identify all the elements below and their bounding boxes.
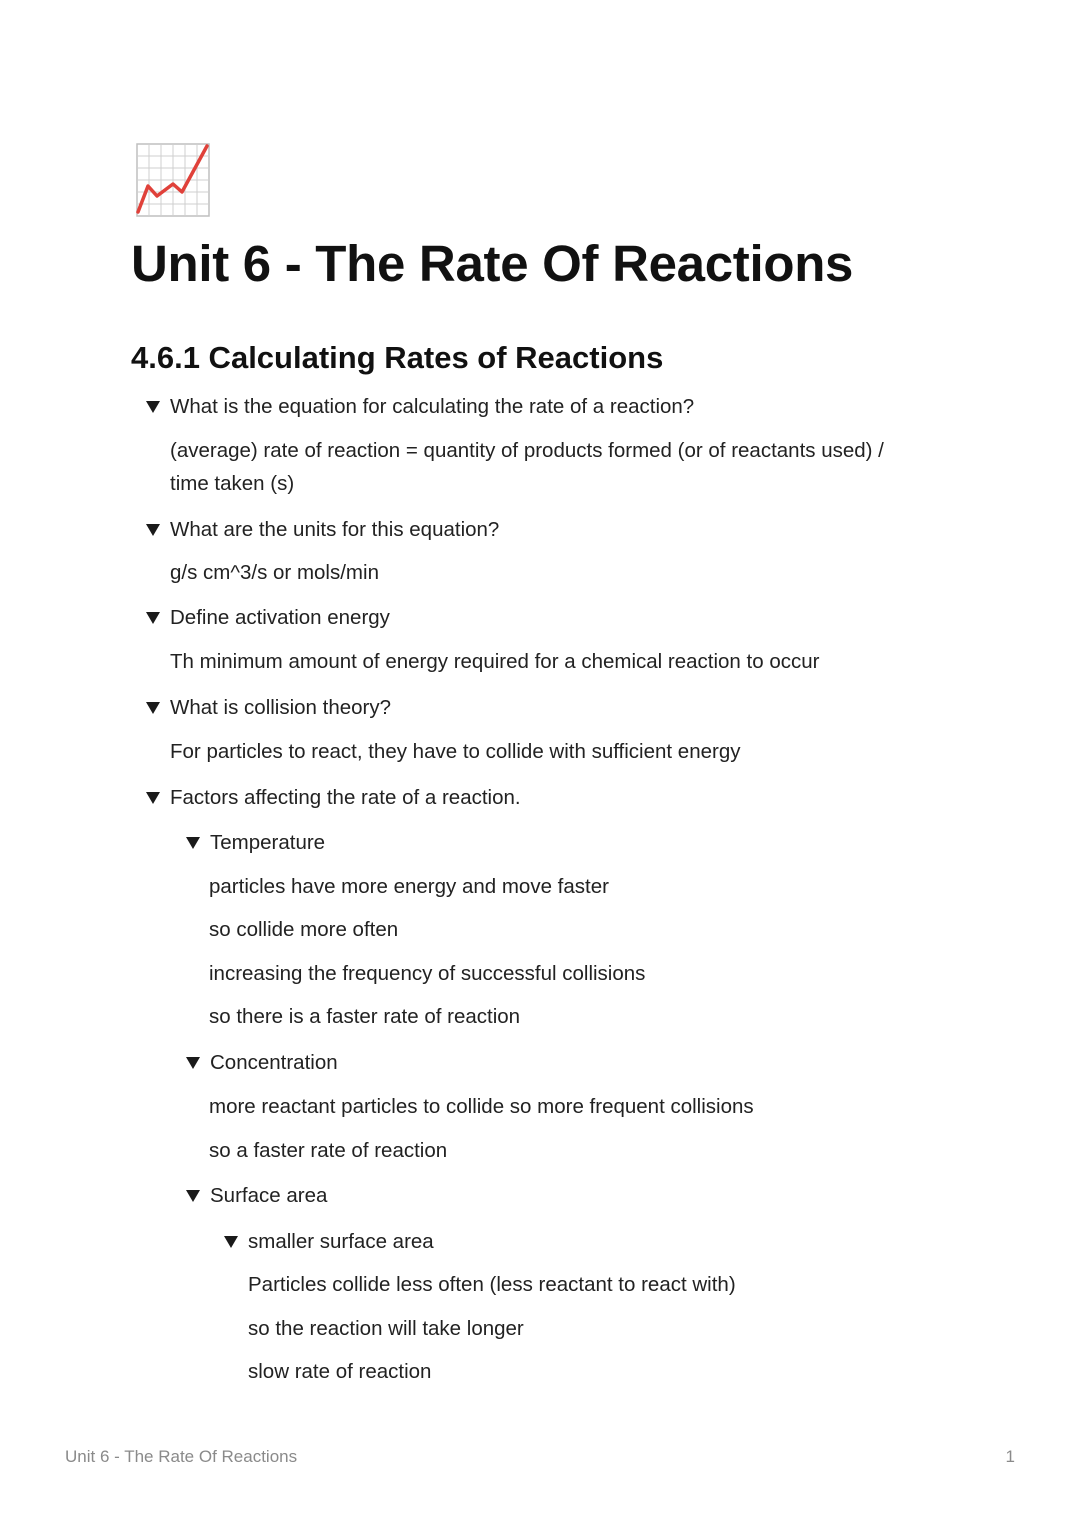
toggle-triangle-icon[interactable] bbox=[224, 1236, 238, 1248]
answer-text: so there is a faster rate of reaction bbox=[209, 1005, 521, 1028]
toggle-label: Temperature bbox=[210, 831, 326, 854]
answer-text: g/s cm^3/s or mols/min bbox=[170, 561, 379, 584]
answer-text: time taken (s) bbox=[170, 472, 295, 495]
answer-text: so the reaction will take longer bbox=[248, 1317, 524, 1340]
answer-text: more reactant particles to collide so more frequent collisions bbox=[209, 1095, 754, 1118]
toggle-label: What is the equation for calculating the rate of a reaction? bbox=[170, 395, 695, 418]
toggle-label: Concentration bbox=[210, 1051, 338, 1074]
toggle-label: Define activation energy bbox=[170, 606, 390, 629]
toggle-temperature[interactable] bbox=[186, 826, 325, 859]
section-heading: 4.6.1 Calculating Rates of Reactions bbox=[131, 340, 664, 375]
toggle-triangle-icon[interactable] bbox=[186, 837, 200, 849]
toggle-smaller-surface-area[interactable] bbox=[224, 1225, 434, 1258]
toggle-triangle-icon[interactable] bbox=[146, 612, 160, 624]
toggle-triangle-icon[interactable] bbox=[146, 702, 160, 714]
page-title: Unit 6 - The Rate Of Reactions bbox=[131, 235, 854, 292]
toggle-activation-energy[interactable] bbox=[146, 601, 390, 634]
toggle-triangle-icon[interactable] bbox=[186, 1057, 200, 1069]
toggle-units[interactable] bbox=[146, 513, 499, 546]
toggle-label: What are the units for this equation? bbox=[170, 518, 500, 541]
answer-text: For particles to react, they have to collide with sufficient energy bbox=[170, 740, 741, 763]
toggle-surface-area[interactable] bbox=[186, 1179, 327, 1212]
answer-text: increasing the frequency of successful collisions bbox=[209, 962, 646, 985]
answer-text: so collide more often bbox=[209, 918, 399, 941]
toggle-label: Factors affecting the rate of a reaction. bbox=[170, 786, 521, 809]
page-number: 1 bbox=[1005, 1447, 1015, 1466]
answer-text: so a faster rate of reaction bbox=[209, 1139, 448, 1162]
answer-text: Th minimum amount of energy required for a chemical reaction to occur bbox=[170, 650, 820, 673]
toggle-triangle-icon[interactable] bbox=[146, 792, 160, 804]
answer-text: slow rate of reaction bbox=[248, 1360, 432, 1383]
footer-title: Unit 6 - The Rate Of Reactions bbox=[65, 1447, 298, 1466]
chart-increasing-icon bbox=[135, 142, 211, 218]
answer-text: particles have more energy and move faster bbox=[209, 875, 609, 898]
toggle-equation[interactable] bbox=[146, 390, 694, 423]
toggle-triangle-icon[interactable] bbox=[186, 1190, 200, 1202]
toggle-concentration[interactable] bbox=[186, 1046, 338, 1079]
toggle-label: Surface area bbox=[210, 1184, 328, 1207]
toggle-label: What is collision theory? bbox=[170, 696, 392, 719]
toggle-triangle-icon[interactable] bbox=[146, 524, 160, 536]
answer-text: Particles collide less often (less reactant to react with) bbox=[248, 1273, 736, 1296]
answer-text: (average) rate of reaction = quantity of products formed (or of reactants used) / bbox=[170, 439, 884, 462]
toggle-collision-theory[interactable] bbox=[146, 691, 391, 724]
toggle-label: smaller surface area bbox=[248, 1230, 434, 1253]
toggle-triangle-icon[interactable] bbox=[146, 401, 160, 413]
toggle-factors[interactable] bbox=[146, 781, 521, 814]
